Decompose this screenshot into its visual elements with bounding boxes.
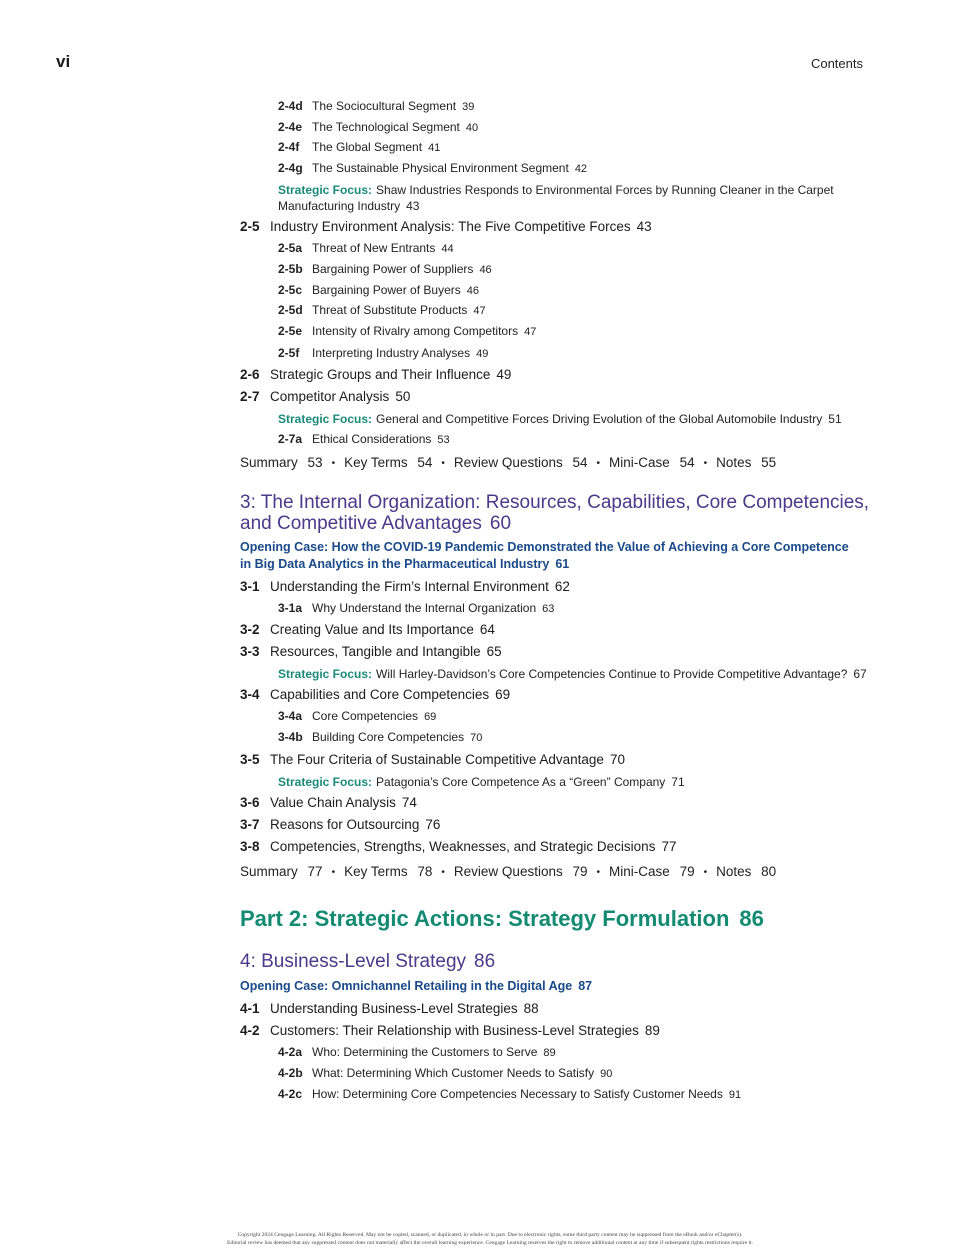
toc-entry[interactable] bbox=[278, 730, 482, 744]
toc-entry[interactable] bbox=[278, 432, 450, 446]
section-page: 49 bbox=[496, 367, 512, 382]
notes-link[interactable]: Notes 55 bbox=[716, 455, 777, 470]
section-page: 69 bbox=[495, 687, 511, 702]
toc-section[interactable] bbox=[240, 795, 417, 810]
entry-title: How: Determining Core Competencies Necessary to Satisfy Customer Needs bbox=[312, 1087, 723, 1101]
section-page: 74 bbox=[401, 795, 417, 810]
toc-entry[interactable] bbox=[278, 303, 486, 317]
toc-section[interactable] bbox=[240, 389, 410, 404]
copyright-line: Editorial review has deemed that any suppressed content does not materially affect the overall learning experience. Cengage Learning reserves the right to remove additional content at any time if subsequent rights restrictions require it. bbox=[227, 1240, 753, 1246]
strategic-focus-entry[interactable] bbox=[278, 411, 868, 427]
section-title: Understanding Business-Level Strategies bbox=[270, 1001, 518, 1016]
copyright-line: Copyright 2024 Cengage Learning. All Rights Reserved. May not be copied, scanned, or duplicated, in whole or in part. Due to electronic rights, some third party content may be suppressed from the eBook and/or eChapter(s). bbox=[237, 1232, 743, 1238]
chapter-page: 86 bbox=[474, 951, 496, 972]
entry-title: Interpreting Industry Analyses bbox=[312, 346, 471, 360]
strategic-focus-entry[interactable] bbox=[278, 774, 868, 790]
section-page: 70 bbox=[609, 752, 625, 767]
section-code: 3-6 bbox=[240, 795, 260, 810]
section-code: 4-1 bbox=[240, 1001, 260, 1016]
chapter-page: 60 bbox=[489, 513, 512, 534]
copyright-footer bbox=[0, 1231, 980, 1247]
entry-code: 2-5d bbox=[278, 303, 303, 317]
section-title: Creating Value and Its Importance bbox=[270, 622, 474, 637]
toc-entry[interactable] bbox=[278, 1045, 556, 1059]
bullet-separator-icon: • bbox=[441, 867, 445, 878]
section-page: 65 bbox=[486, 644, 502, 659]
entry-title: The Sustainable Physical Environment Segment bbox=[312, 161, 569, 175]
section-title: Industry Environment Analysis: The Five Competitive Forces bbox=[270, 219, 631, 234]
entry-title: Intensity of Rivalry among Competitors bbox=[312, 324, 519, 338]
toc-entry[interactable] bbox=[278, 601, 554, 615]
entry-page: 40 bbox=[465, 122, 479, 134]
entry-code: 3-4b bbox=[278, 730, 303, 744]
section-code: 3-7 bbox=[240, 817, 260, 832]
entry-page: 53 bbox=[437, 434, 450, 446]
toc-section[interactable] bbox=[240, 817, 440, 832]
key-terms-link[interactable]: Key Terms 78 bbox=[344, 864, 433, 879]
part-page: 86 bbox=[739, 906, 764, 931]
entry-page: 42 bbox=[574, 163, 588, 175]
running-header: Contents bbox=[810, 56, 863, 71]
bullet-separator-icon: • bbox=[596, 867, 601, 878]
entry-title: The Global Segment bbox=[312, 140, 423, 154]
strategic-focus-label: Strategic Focus: bbox=[278, 775, 373, 789]
entry-page: 51 bbox=[828, 412, 842, 426]
section-page: 62 bbox=[554, 579, 570, 594]
entry-title: Why Understand the Internal Organization bbox=[312, 601, 537, 615]
entry-code: 2-7a bbox=[278, 432, 303, 446]
section-title: The Four Criteria of Sustainable Competitive Advantage bbox=[270, 752, 604, 767]
section-page: 64 bbox=[479, 622, 495, 637]
toc-entry[interactable] bbox=[278, 161, 587, 175]
chapter-summary-line bbox=[240, 455, 776, 470]
entry-page: 46 bbox=[466, 285, 479, 297]
entry-code: 2-4f bbox=[278, 140, 300, 154]
bullet-separator-icon: • bbox=[331, 867, 336, 878]
entry-page: 43 bbox=[406, 199, 420, 213]
section-page: 50 bbox=[395, 389, 411, 404]
opening-case-entry[interactable] bbox=[240, 978, 860, 995]
toc-entry[interactable] bbox=[278, 1087, 741, 1101]
entry-code: 2-5c bbox=[278, 283, 303, 297]
entry-page: 46 bbox=[479, 264, 492, 276]
opening-case-text: Opening Case: Omnichannel Retailing in the Digital Age bbox=[240, 979, 573, 993]
entry-title: Who: Determining the Customers to Serve bbox=[312, 1045, 538, 1059]
entry-page: 47 bbox=[524, 326, 537, 338]
entry-code: 2-4e bbox=[278, 120, 303, 134]
toc-entry[interactable] bbox=[278, 262, 492, 276]
section-page: 43 bbox=[636, 219, 652, 234]
toc-entry[interactable] bbox=[278, 99, 474, 113]
bullet-separator-icon: • bbox=[441, 458, 445, 469]
toc-section[interactable] bbox=[240, 622, 495, 637]
entry-page: 44 bbox=[441, 243, 454, 255]
section-code: 3-4 bbox=[240, 687, 260, 702]
strategic-focus-text: General and Competitive Forces Driving Evolution of the Global Automobile Industry bbox=[376, 412, 823, 426]
toc-entry[interactable] bbox=[278, 709, 436, 723]
entry-code: 2-5a bbox=[278, 241, 303, 255]
entry-code: 4-2c bbox=[278, 1087, 303, 1101]
entry-page: 49 bbox=[476, 348, 489, 360]
entry-code: 4-2b bbox=[278, 1066, 303, 1080]
summary-link[interactable]: Summary 53 bbox=[240, 455, 323, 470]
chapter-title: 3: The Internal Organization: Resources, Capabilities, Core Competencies, and Competitive Advantages bbox=[240, 492, 870, 534]
strategic-focus-label: Strategic Focus: bbox=[278, 667, 373, 681]
entry-title: Bargaining Power of Buyers bbox=[312, 283, 461, 297]
toc-entry[interactable] bbox=[278, 283, 479, 297]
toc-entry[interactable] bbox=[278, 324, 536, 338]
entry-code: 4-2a bbox=[278, 1045, 303, 1059]
toc-section[interactable] bbox=[240, 579, 570, 594]
entry-title: Ethical Considerations bbox=[312, 432, 432, 446]
entry-code: 2-4d bbox=[278, 99, 303, 113]
section-page: 77 bbox=[661, 839, 677, 854]
toc-entry[interactable] bbox=[278, 241, 454, 255]
mini-case-link[interactable]: Mini-Case 79 bbox=[609, 864, 695, 879]
strategic-focus-entry[interactable] bbox=[278, 182, 868, 214]
entry-page: 39 bbox=[462, 101, 475, 113]
summary-link[interactable]: Summary 77 bbox=[240, 864, 323, 879]
section-page: 89 bbox=[644, 1023, 660, 1038]
section-title: Competencies, Strengths, Weaknesses, and Strategic Decisions bbox=[270, 839, 656, 854]
strategic-focus-entry[interactable] bbox=[278, 666, 878, 682]
entry-title: Building Core Competencies bbox=[312, 730, 465, 744]
entry-title: What: Determining Which Customer Needs to Satisfy bbox=[312, 1066, 595, 1080]
strategic-focus-text: Will Harley-Davidson’s Core Competencies Continue to Provide Competitive Advantage? bbox=[376, 667, 848, 681]
entry-code: 2-5f bbox=[278, 346, 300, 360]
section-code: 2-5 bbox=[240, 219, 260, 234]
section-code: 2-6 bbox=[240, 367, 260, 382]
opening-case-page: 61 bbox=[555, 557, 570, 571]
toc-section[interactable] bbox=[240, 687, 510, 702]
section-title: Competitor Analysis bbox=[270, 389, 390, 404]
entry-title: Threat of Substitute Products bbox=[312, 303, 468, 317]
section-code: 3-2 bbox=[240, 622, 260, 637]
entry-page: 70 bbox=[470, 732, 483, 744]
toc-entry[interactable] bbox=[278, 346, 488, 360]
entry-page: 67 bbox=[853, 667, 867, 681]
entry-code: 2-4g bbox=[278, 161, 303, 175]
entry-title: The Sociocultural Segment bbox=[312, 99, 457, 113]
entry-page: 90 bbox=[600, 1068, 613, 1080]
entry-title: Threat of New Entrants bbox=[312, 241, 436, 255]
key-terms-link[interactable]: Key Terms 54 bbox=[344, 455, 433, 470]
chapter-summary-line bbox=[240, 864, 776, 879]
toc-entry[interactable] bbox=[278, 120, 478, 134]
part-heading[interactable] bbox=[240, 906, 764, 932]
toc-section[interactable] bbox=[240, 839, 676, 854]
toc-entry[interactable] bbox=[278, 1066, 612, 1080]
toc-section[interactable] bbox=[240, 644, 502, 659]
section-title: Customers: Their Relationship with Business-Level Strategies bbox=[270, 1023, 639, 1038]
mini-case-link[interactable]: Mini-Case 54 bbox=[609, 455, 695, 470]
bullet-separator-icon: • bbox=[703, 867, 708, 878]
toc-entry[interactable] bbox=[278, 140, 440, 154]
section-title: Understanding the Firm’s Internal Environment bbox=[270, 579, 549, 594]
entry-title: Core Competencies bbox=[312, 709, 419, 723]
section-title: Value Chain Analysis bbox=[270, 795, 396, 810]
entry-page: 47 bbox=[473, 305, 486, 317]
section-code: 3-3 bbox=[240, 644, 260, 659]
section-code: 2-7 bbox=[240, 389, 260, 404]
review-questions-link[interactable]: Review Questions 79 bbox=[453, 864, 588, 879]
entry-page: 91 bbox=[728, 1089, 742, 1101]
section-code: 3-1 bbox=[240, 579, 260, 594]
notes-link[interactable]: Notes 80 bbox=[716, 864, 777, 879]
chapter-title: 4: Business-Level Strategy bbox=[240, 951, 467, 972]
bullet-separator-icon: • bbox=[703, 458, 708, 469]
section-code: 3-5 bbox=[240, 752, 260, 767]
entry-page: 63 bbox=[542, 603, 555, 615]
entry-title: The Technological Segment bbox=[312, 120, 460, 134]
entry-page: 41 bbox=[428, 142, 441, 154]
review-questions-link[interactable]: Review Questions 54 bbox=[453, 455, 588, 470]
toc-section[interactable] bbox=[240, 219, 652, 234]
strategic-focus-text: Shaw Industries Responds to Environmental Forces by Running Cleaner in the Carpet Manufacturing Industry bbox=[278, 183, 834, 213]
entry-code: 2-5b bbox=[278, 262, 303, 276]
section-page: 88 bbox=[523, 1001, 539, 1016]
opening-case-entry[interactable] bbox=[240, 539, 860, 573]
section-title: Resources, Tangible and Intangible bbox=[270, 644, 481, 659]
section-title: Reasons for Outsourcing bbox=[270, 817, 420, 832]
entry-page: 89 bbox=[543, 1047, 556, 1059]
chapter-heading[interactable] bbox=[240, 951, 880, 972]
strategic-focus-text: Patagonia’s Core Competence As a “Green” Company bbox=[376, 775, 666, 789]
section-page: 76 bbox=[425, 817, 441, 832]
toc-section[interactable] bbox=[240, 1001, 539, 1016]
entry-code: 2-5e bbox=[278, 324, 303, 338]
toc-section[interactable] bbox=[240, 367, 511, 382]
part-title: Part 2: Strategic Actions: Strategy Formulation bbox=[240, 906, 730, 931]
entry-page: 69 bbox=[424, 711, 437, 723]
entry-page: 71 bbox=[671, 775, 685, 789]
section-code: 4-2 bbox=[240, 1023, 260, 1038]
entry-title: Bargaining Power of Suppliers bbox=[312, 262, 474, 276]
bullet-separator-icon: • bbox=[331, 458, 336, 469]
section-code: 3-8 bbox=[240, 839, 260, 854]
bullet-separator-icon: • bbox=[596, 458, 601, 469]
strategic-focus-label: Strategic Focus: bbox=[278, 183, 373, 197]
section-title: Capabilities and Core Competencies bbox=[270, 687, 490, 702]
entry-code: 3-4a bbox=[278, 709, 303, 723]
toc-section[interactable] bbox=[240, 752, 625, 767]
toc-section[interactable] bbox=[240, 1023, 660, 1038]
entry-code: 3-1a bbox=[278, 601, 303, 615]
chapter-heading[interactable] bbox=[240, 492, 880, 534]
opening-case-text: Opening Case: How the COVID-19 Pandemic Demonstrated the Value of Achieving a Core Competence in Big Data Analytics in the Pharmaceutical Industry bbox=[240, 540, 849, 571]
strategic-focus-label: Strategic Focus: bbox=[278, 412, 373, 426]
opening-case-page: 87 bbox=[578, 979, 593, 993]
section-title: Strategic Groups and Their Influence bbox=[270, 367, 491, 382]
page-number: vi bbox=[56, 52, 71, 71]
